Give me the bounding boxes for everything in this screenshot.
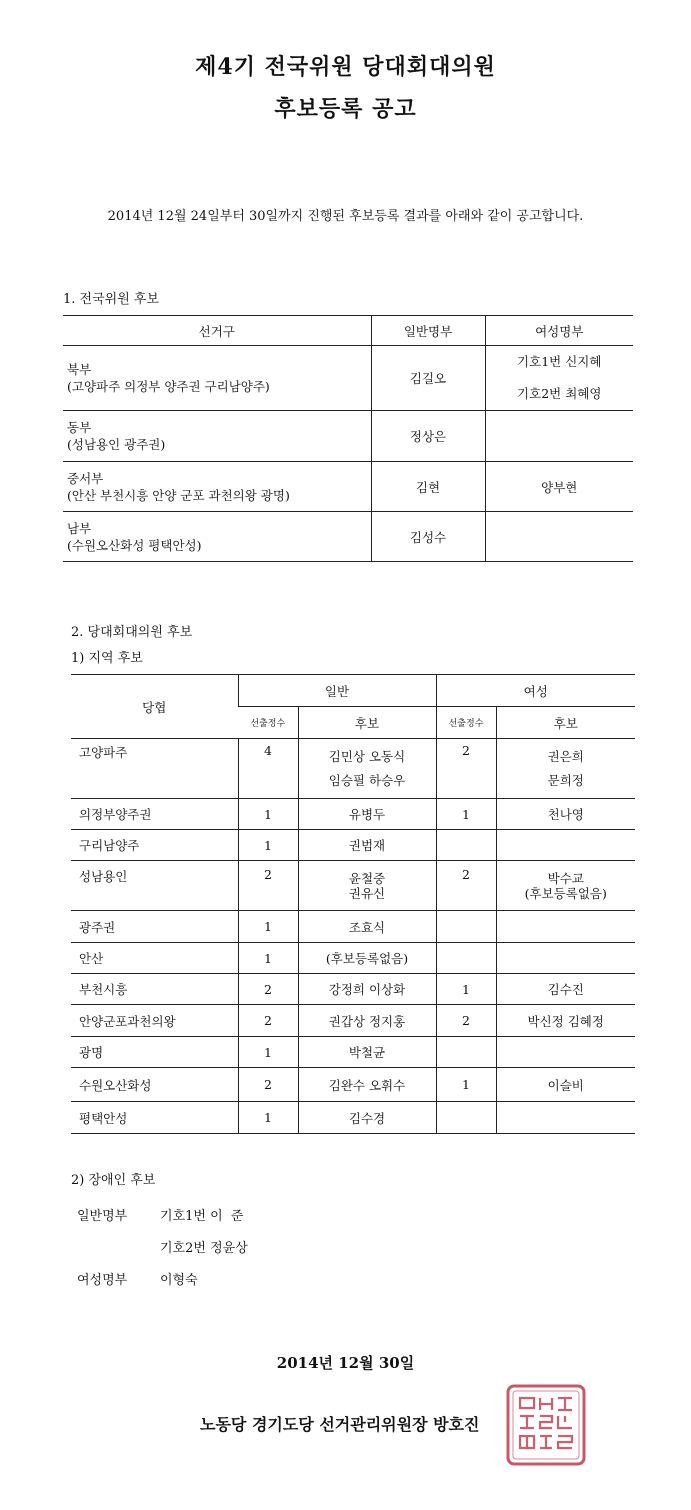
disabled-general-candidate: 기호1번 이 준	[160, 1209, 244, 1224]
district-areas: (수원오산화성 평택안성)	[67, 537, 202, 553]
general-candidate: 정상은	[371, 411, 485, 462]
signature-line: 노동당 경기도당 선거관리위원장 방호진	[200, 1415, 480, 1434]
disabled-general-candidate: 기호2번 정윤상	[160, 1241, 248, 1256]
general-seats: 1	[238, 1037, 298, 1068]
section2-sub2: 2) 장애인 후보	[71, 1173, 156, 1188]
women-candidates: 문희정	[547, 772, 584, 788]
table-row	[71, 1102, 635, 1134]
women-candidate-empty	[485, 512, 633, 562]
branch-name: 광주권	[71, 911, 238, 943]
table-row	[71, 830, 635, 861]
page-subtitle: 후보등록 공고	[274, 96, 417, 122]
general-candidates: 강정희 이상화	[298, 974, 436, 1005]
women-candidates	[496, 943, 635, 974]
women-candidate: 양부현	[485, 462, 633, 512]
general-seats: 1	[238, 943, 298, 974]
women-candidate: 기호1번 신지혜	[517, 354, 602, 369]
women-candidates: 권은희	[547, 748, 584, 764]
col-women-candidates: 후보	[496, 707, 635, 739]
women-candidates: 김수진	[496, 974, 635, 1005]
table-row	[63, 411, 633, 462]
national-committee-table	[63, 315, 633, 562]
col-general-candidates: 후보	[298, 707, 436, 739]
district-name: 동부	[67, 420, 92, 435]
general-seats: 2	[238, 861, 298, 911]
page-title: 제4기 전국위원 당대회대의원	[195, 54, 496, 80]
branch-name: 수원오산화성	[71, 1068, 238, 1102]
women-candidates: 이슬비	[496, 1068, 635, 1102]
table-row	[63, 462, 633, 512]
table-row	[71, 799, 635, 830]
general-seats: 1	[238, 1102, 298, 1134]
general-candidates: 김민상 오동식	[328, 748, 406, 764]
notice-date: 2014년 12월 30일	[276, 1354, 415, 1372]
women-seats: 1	[436, 974, 496, 1005]
general-candidates: 유병두	[298, 799, 436, 830]
branch-name: 고양파주	[71, 739, 238, 799]
col-general-seats: 선출정수	[238, 707, 298, 739]
table-row	[71, 1037, 635, 1068]
delegate-table	[71, 674, 635, 1134]
col-general: 일반명부	[371, 316, 485, 346]
women-candidates: 천나영	[496, 799, 635, 830]
disabled-women-label: 여성명부	[77, 1273, 128, 1288]
table-row	[71, 739, 635, 799]
general-candidates: 조효식	[298, 911, 436, 943]
women-candidate: 기호2번 최혜영	[517, 386, 602, 401]
branch-name: 광명	[71, 1037, 238, 1068]
women-seats	[436, 1037, 496, 1068]
branch-name: 구리남양주	[71, 830, 238, 861]
women-candidates	[496, 1102, 635, 1134]
general-candidates: 권유신	[348, 885, 386, 901]
table-row	[71, 974, 635, 1005]
general-candidate: 김성수	[371, 512, 485, 562]
women-seats: 2	[436, 1005, 496, 1037]
general-seats: 4	[238, 739, 298, 799]
col-women: 여성명부	[485, 316, 633, 346]
district-name: 북부	[67, 362, 92, 377]
district-name: 중서부	[67, 470, 104, 486]
table-row	[71, 1005, 635, 1037]
col-general-group: 일반	[238, 675, 436, 707]
women-seats: 2	[436, 861, 496, 911]
branch-name: 의정부양주권	[71, 799, 238, 830]
disabled-general-label: 일반명부	[77, 1209, 128, 1224]
section2-sub1: 1) 지역 후보	[71, 651, 143, 666]
women-seats: 2	[436, 739, 496, 799]
branch-name: 부천시흥	[71, 974, 238, 1005]
branch-name: 평택안성	[71, 1102, 238, 1134]
general-candidates: 임승필 하승우	[328, 772, 406, 788]
district-areas: (안산 부천시흥 안양 군포 과천의왕 광명)	[67, 487, 290, 503]
district-areas: (성남용인 광주권)	[67, 437, 166, 452]
section2-heading: 2. 당대회대의원 후보	[71, 625, 193, 640]
general-seats: 2	[238, 1005, 298, 1037]
general-candidates: 권갑상 정지홍	[298, 1005, 436, 1037]
table-row	[63, 512, 633, 562]
disabled-women-candidate: 이형숙	[160, 1273, 198, 1288]
women-candidate-empty	[485, 411, 633, 462]
women-seats	[436, 943, 496, 974]
table-row	[71, 861, 635, 911]
table-row	[63, 346, 633, 411]
women-seats	[436, 1102, 496, 1134]
general-candidate: 김현	[371, 462, 485, 512]
intro-text: 2014년 12월 24일부터 30일까지 진행된 후보등록 결과를 아래와 같이 공고합니다.	[107, 209, 584, 224]
branch-name: 안산	[71, 943, 238, 974]
general-candidates: 박철균	[298, 1037, 436, 1068]
general-seats: 2	[238, 974, 298, 1005]
general-candidates: 김수경	[298, 1102, 436, 1134]
general-seats: 1	[238, 799, 298, 830]
women-seats: 1	[436, 799, 496, 830]
district-areas: (고양파주 의정부 양주권 구리남양주)	[67, 379, 270, 394]
general-candidates: 권범재	[298, 830, 436, 861]
women-seats	[436, 830, 496, 861]
col-women-seats: 선출정수	[436, 707, 496, 739]
women-candidates	[496, 911, 635, 943]
branch-name: 안양군포과천의왕	[71, 1005, 238, 1037]
official-seal-icon	[506, 1384, 586, 1466]
table-row	[71, 911, 635, 943]
women-candidates: 박신정 김혜정	[496, 1005, 635, 1037]
women-candidates	[496, 1037, 635, 1068]
women-candidates	[496, 830, 635, 861]
women-seats	[436, 911, 496, 943]
district-name: 남부	[67, 520, 92, 536]
women-candidates: (후보등록없음)	[524, 885, 607, 901]
general-candidates: (후보등록없음)	[298, 943, 436, 974]
general-seats: 1	[238, 911, 298, 943]
general-seats: 1	[238, 830, 298, 861]
branch-name: 성남용인	[71, 861, 238, 911]
women-seats: 1	[436, 1068, 496, 1102]
col-women-group: 여성	[436, 675, 635, 707]
women-candidates: 박수교	[547, 870, 584, 886]
general-candidates: 윤철중	[348, 870, 386, 886]
section1-heading: 1. 전국위원 후보	[63, 292, 160, 307]
table-row	[71, 1068, 635, 1102]
col-branch: 당협	[71, 675, 238, 739]
general-candidate: 김길오	[371, 346, 485, 411]
general-candidates: 김완수 오휘수	[298, 1068, 436, 1102]
general-seats: 2	[238, 1068, 298, 1102]
col-district: 선거구	[63, 316, 371, 346]
table-row	[71, 943, 635, 974]
